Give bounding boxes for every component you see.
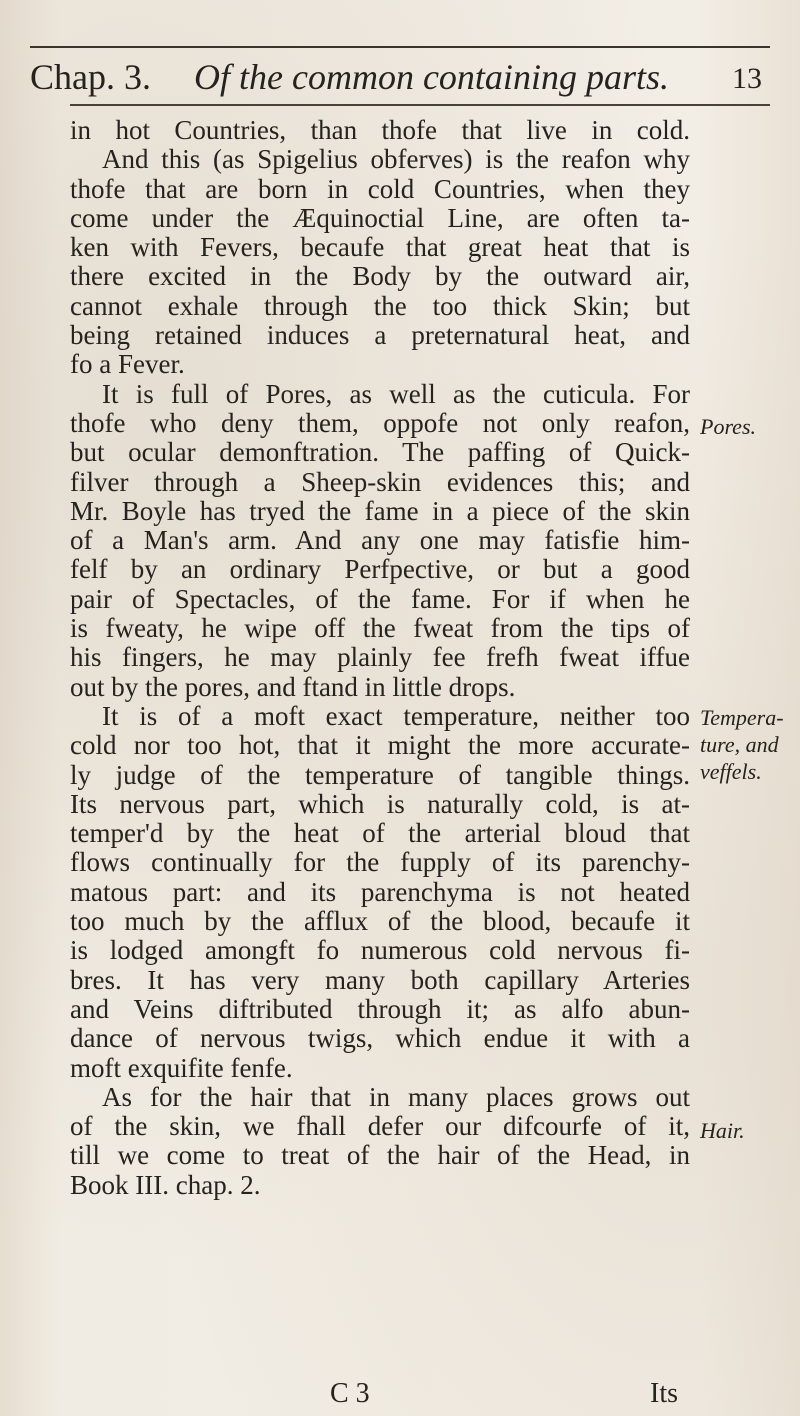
running-title: Of the common containing parts.: [194, 57, 669, 97]
text-line: Book III. chap. 2.: [70, 1170, 261, 1200]
margin-note-hair: Hair.: [700, 1118, 745, 1143]
text-line: fo a Fever.: [70, 350, 185, 380]
text-line: thofe who deny them, oppofe not only reafon,: [70, 408, 690, 438]
text-line: ken with Fevers, becaufe that great heat that is: [70, 233, 690, 263]
text-line: is fweaty, he wipe off the fweat from the tips of: [70, 614, 690, 644]
text-line: It is of a moft exact temperature, neither too: [102, 701, 690, 731]
text-line: It is full of Pores, as well as the cuticula. For: [102, 379, 690, 409]
text-line: being retained induces a preternatural heat, and: [70, 321, 690, 351]
text-line: in hot Countries, than thofe that live in cold.: [70, 116, 690, 145]
text-line: there excited in the Body by the outward air,: [70, 262, 690, 292]
text-line: flows continually for the fupply of its parenchy-: [70, 848, 690, 878]
text-line: out by the pores, and ftand in little drops.: [70, 672, 516, 702]
text-line: of the skin, we fhall defer our difcourfe of it,: [70, 1112, 690, 1142]
text-line: is lodged amongft fo numerous cold nervous fi-: [70, 936, 690, 966]
text-line: but ocular demonftration. The paffing of Quick-: [70, 438, 690, 468]
text-line: cannot exhale through the too thick Skin; but: [70, 291, 690, 321]
catchword: Its: [650, 1378, 678, 1409]
text-line: And this (as Spigelius obferves) is the reafon why: [102, 145, 690, 175]
header-rule-top: [30, 46, 770, 48]
text-line: his fingers, he may plainly fee frefh fweat iffue: [70, 643, 690, 673]
running-header: [30, 56, 770, 102]
text-line: and Veins diftributed through it; as alfo abun-: [70, 994, 690, 1024]
margin-note-temperature: Tempera-: [700, 705, 784, 730]
signature-mark: C 3: [330, 1378, 370, 1409]
chapter-label: Chap. 3.: [30, 57, 151, 97]
margin-note-temperature: veffels.: [700, 759, 762, 784]
text-line: matous part: and its parenchyma is not heated: [70, 877, 690, 907]
text-line: Mr. Boyle has tryed the fame in a piece of the skin: [70, 496, 690, 526]
text-line: till we come to treat of the hair of the Head, in: [70, 1141, 690, 1171]
page-number: 13: [732, 62, 762, 95]
text-line: pair of Spectacles, of the fame. For if when he: [70, 584, 690, 614]
text-line: felf by an ordinary Perfpective, or but a good: [70, 555, 690, 585]
text-line: dance of nervous twigs, which endue it with a: [70, 1024, 690, 1054]
margin-note-pores: Pores.: [700, 414, 757, 439]
text-line: of a Man's arm. And any one may fatisfie him-: [70, 526, 690, 556]
text-line: cold nor too hot, that it might the more accurate-: [70, 731, 690, 761]
text-line: come under the Æquinoctial Line, are often ta-: [70, 203, 690, 233]
body-text: [70, 116, 690, 1200]
header-rule-bottom: [70, 104, 770, 106]
text-line: temper'd by the heat of the arterial bloud that: [70, 819, 690, 849]
text-line: too much by the afflux of the blood, becaufe it: [70, 907, 690, 937]
text-line: thofe that are born in cold Countries, when they: [70, 174, 690, 204]
text-line: bres. It has very many both capillary Arteries: [70, 965, 690, 995]
text-line: moft exquifite fenfe.: [70, 1053, 293, 1083]
text-line: filver through a Sheep-skin evidences this; and: [70, 467, 690, 497]
margin-note-temperature: ture, and: [700, 732, 779, 757]
text-line: Its nervous part, which is naturally cold, is at-: [70, 789, 690, 819]
text-line: As for the hair that in many places grows out: [102, 1082, 690, 1112]
text-line: ly judge of the temperature of tangible things.: [70, 760, 690, 790]
